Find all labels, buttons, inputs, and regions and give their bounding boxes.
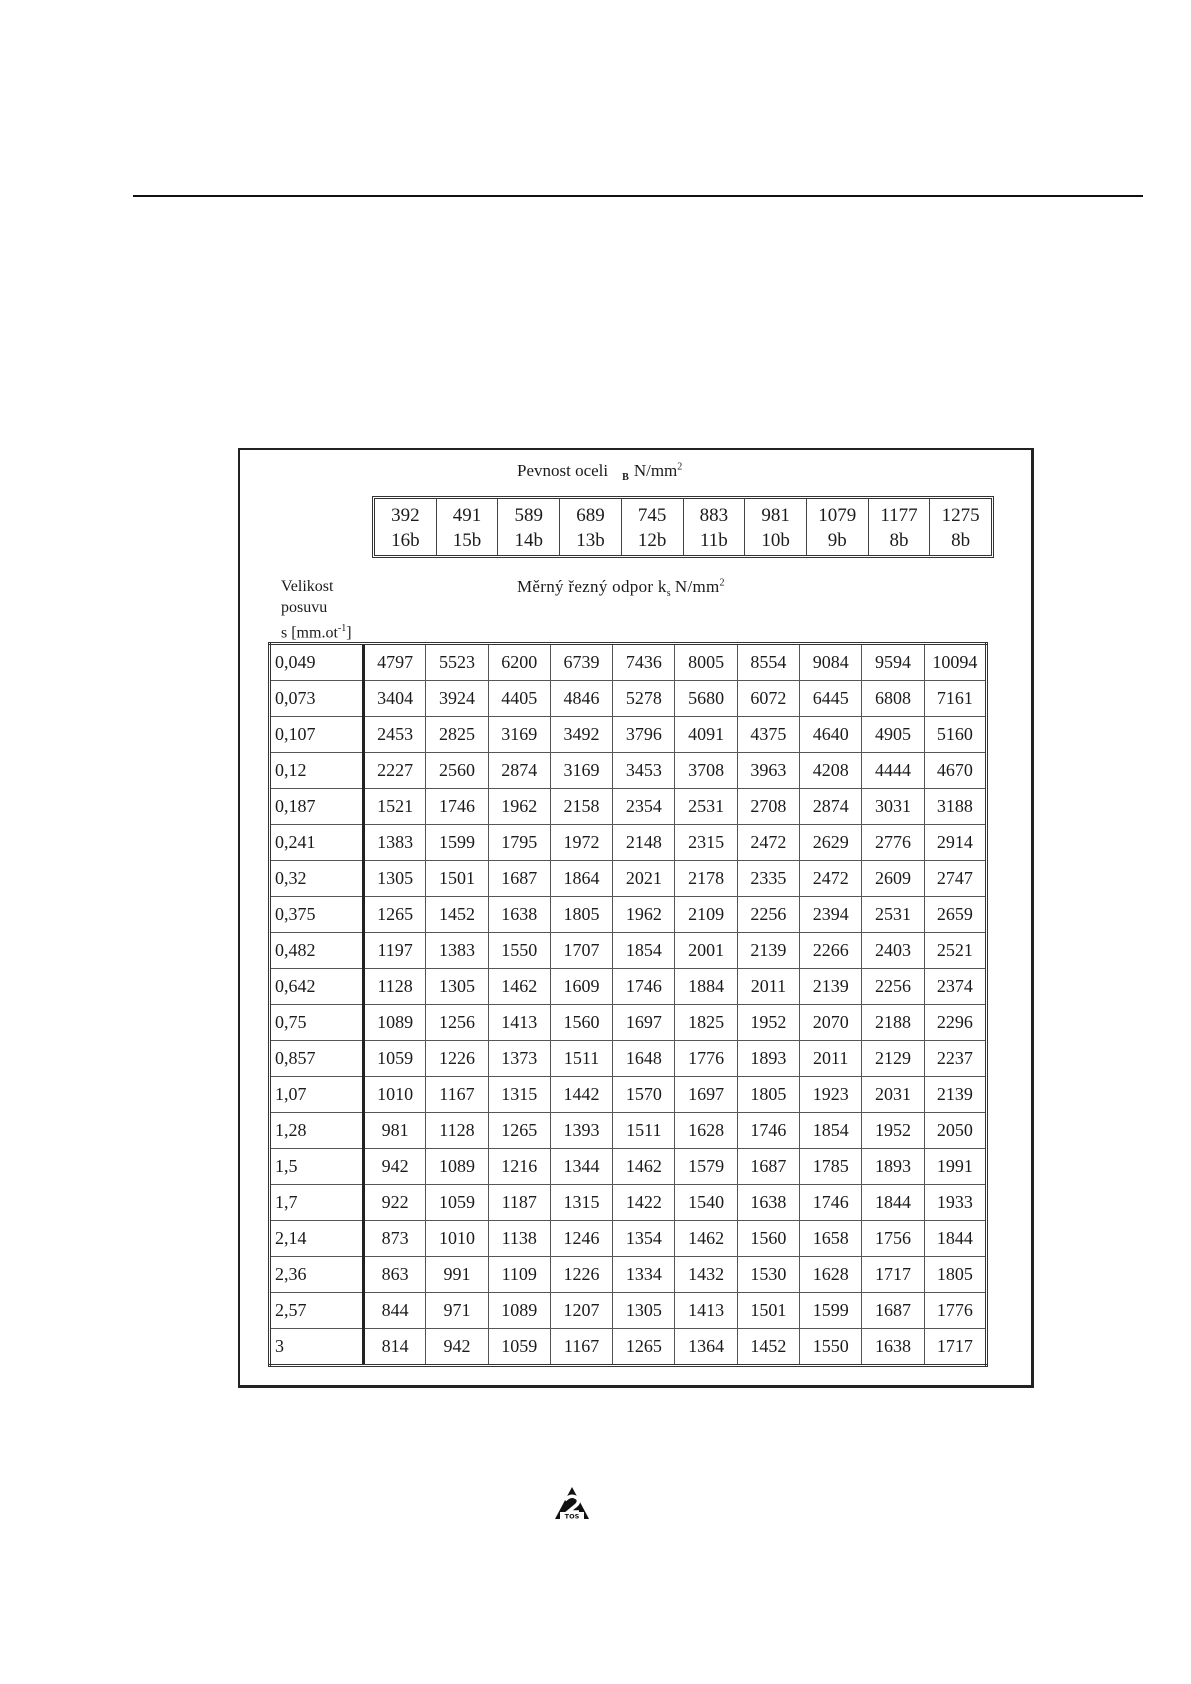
- resistance-value: 1452: [426, 897, 488, 933]
- resistance-value: 1167: [426, 1077, 488, 1113]
- table-row: [270, 717, 987, 753]
- resistance-value: 5523: [426, 644, 488, 681]
- feed-value: 3: [270, 1329, 364, 1366]
- resistance-value: 1825: [675, 1005, 737, 1041]
- table-row: [270, 1293, 987, 1329]
- feed-value: 1,5: [270, 1149, 364, 1185]
- resistance-value: 1540: [675, 1185, 737, 1221]
- resistance-value: 1560: [737, 1221, 799, 1257]
- resistance-value: 3188: [924, 789, 986, 825]
- feed-value: 0,32: [270, 861, 364, 897]
- resistance-value: 9594: [862, 644, 924, 681]
- resistance-value: 6739: [550, 644, 612, 681]
- resistance-value: 1462: [613, 1149, 675, 1185]
- cutting-resistance-table: [268, 642, 988, 1367]
- resistance-value: 1579: [675, 1149, 737, 1185]
- resistance-value: 1383: [426, 933, 488, 969]
- resistance-value: 1305: [364, 861, 426, 897]
- resistance-value: 981: [364, 1113, 426, 1149]
- resistance-value: 1530: [737, 1257, 799, 1293]
- strength-column: [929, 499, 991, 555]
- resistance-value: 1933: [924, 1185, 986, 1221]
- resistance-value: 2227: [364, 753, 426, 789]
- resistance-value: 2825: [426, 717, 488, 753]
- resistance-value: 1805: [737, 1077, 799, 1113]
- resistance-value: 8554: [737, 644, 799, 681]
- resistance-value: 1089: [364, 1005, 426, 1041]
- resistance-value: 1089: [488, 1293, 550, 1329]
- resistance-value: 3169: [550, 753, 612, 789]
- resistance-value: 1354: [613, 1221, 675, 1257]
- resistance-value: 1089: [426, 1149, 488, 1185]
- resistance-value: 1109: [488, 1257, 550, 1293]
- resistance-value: 2776: [862, 825, 924, 861]
- resistance-value: 5278: [613, 681, 675, 717]
- resistance-value: 942: [364, 1149, 426, 1185]
- resistance-value: 1265: [364, 897, 426, 933]
- resistance-value: 2256: [737, 897, 799, 933]
- table-row: [270, 1113, 987, 1149]
- resistance-value: 1746: [737, 1113, 799, 1149]
- resistance-value: 1844: [862, 1185, 924, 1221]
- resistance-value: 1560: [550, 1005, 612, 1041]
- resistance-value: 863: [364, 1257, 426, 1293]
- resistance-value: 1864: [550, 861, 612, 897]
- resistance-value: 2394: [800, 897, 862, 933]
- resistance-value: 2129: [862, 1041, 924, 1077]
- resistance-value: 1991: [924, 1149, 986, 1185]
- resistance-value: 7436: [613, 644, 675, 681]
- resistance-value: 1315: [488, 1077, 550, 1113]
- resistance-value: 10094: [924, 644, 986, 681]
- resistance-value: 4091: [675, 717, 737, 753]
- resistance-value: 1226: [426, 1041, 488, 1077]
- resistance-value: 3453: [613, 753, 675, 789]
- table-row: [270, 644, 987, 681]
- table-row: [270, 1185, 987, 1221]
- resistance-value: 1511: [613, 1113, 675, 1149]
- resistance-value: 922: [364, 1185, 426, 1221]
- strength-column: [559, 499, 621, 555]
- resistance-value: 2708: [737, 789, 799, 825]
- resistance-value: 1923: [800, 1077, 862, 1113]
- resistance-value: 1128: [364, 969, 426, 1005]
- resistance-value: 1648: [613, 1041, 675, 1077]
- resistance-value: 1687: [737, 1149, 799, 1185]
- resistance-value: 2315: [675, 825, 737, 861]
- resistance-value: 1207: [550, 1293, 612, 1329]
- resistance-value: 1511: [550, 1041, 612, 1077]
- feed-value: 0,642: [270, 969, 364, 1005]
- resistance-value: 1383: [364, 825, 426, 861]
- resistance-value: 4444: [862, 753, 924, 789]
- resistance-value: 2139: [737, 933, 799, 969]
- resistance-value: 1442: [550, 1077, 612, 1113]
- strength-column: [621, 499, 683, 555]
- resistance-value: 2747: [924, 861, 986, 897]
- resistance-value: 1265: [488, 1113, 550, 1149]
- resistance-value: 2531: [675, 789, 737, 825]
- strength-value: 589: [514, 505, 543, 526]
- feed-value: 1,28: [270, 1113, 364, 1149]
- resistance-value: 1805: [550, 897, 612, 933]
- resistance-value: 1746: [613, 969, 675, 1005]
- resistance-value: 3796: [613, 717, 675, 753]
- resistance-value: 1638: [737, 1185, 799, 1221]
- strength-column: [375, 499, 436, 555]
- resistance-value: 4905: [862, 717, 924, 753]
- table-row: [270, 1329, 987, 1366]
- resistance-value: 2659: [924, 897, 986, 933]
- svg-text:TOS: TOS: [564, 1512, 580, 1521]
- resistance-value: 3963: [737, 753, 799, 789]
- resistance-value: 2139: [924, 1077, 986, 1113]
- resistance-value: 1893: [862, 1149, 924, 1185]
- resistance-value: 1059: [488, 1329, 550, 1366]
- resistance-value: 2158: [550, 789, 612, 825]
- resistance-value: 2609: [862, 861, 924, 897]
- resistance-value: 2914: [924, 825, 986, 861]
- steel-strength-title: Pevnost oceli $_B$ $N/mm^2$: [517, 461, 683, 483]
- strength-column: [683, 499, 745, 555]
- resistance-value: 5160: [924, 717, 986, 753]
- resistance-value: 1785: [800, 1149, 862, 1185]
- resistance-value: 2021: [613, 861, 675, 897]
- resistance-value: 1805: [924, 1257, 986, 1293]
- resistance-value: 1844: [924, 1221, 986, 1257]
- resistance-value: 1413: [675, 1293, 737, 1329]
- resistance-value: 2453: [364, 717, 426, 753]
- resistance-value: 1717: [862, 1257, 924, 1293]
- resistance-value: 2011: [737, 969, 799, 1005]
- strength-column: [497, 499, 559, 555]
- strength-value: 883: [699, 505, 729, 526]
- resistance-value: 1658: [800, 1221, 862, 1257]
- strength-value: 1177: [880, 505, 918, 526]
- feed-value: 0,107: [270, 717, 364, 753]
- resistance-value: 7161: [924, 681, 986, 717]
- resistance-value: 1687: [488, 861, 550, 897]
- resistance-value: 1138: [488, 1221, 550, 1257]
- resistance-value: 1628: [800, 1257, 862, 1293]
- resistance-value: 3708: [675, 753, 737, 789]
- resistance-value: 2070: [800, 1005, 862, 1041]
- resistance-value: 1795: [488, 825, 550, 861]
- resistance-value: 1197: [364, 933, 426, 969]
- resistance-value: 1776: [675, 1041, 737, 1077]
- table-row: [270, 789, 987, 825]
- feed-size-label: Velikost posuvu s $[mm.ot^{-1}]$: [281, 578, 352, 642]
- resistance-value: 1010: [364, 1077, 426, 1113]
- resistance-value: 1521: [364, 789, 426, 825]
- grade-value: 8b: [889, 530, 909, 551]
- resistance-value: 3404: [364, 681, 426, 717]
- feed-value: 0,375: [270, 897, 364, 933]
- resistance-value: 1413: [488, 1005, 550, 1041]
- resistance-value: 2874: [488, 753, 550, 789]
- resistance-value: 2403: [862, 933, 924, 969]
- header-rule: [133, 195, 1143, 197]
- resistance-value: 1373: [488, 1041, 550, 1077]
- resistance-value: 1265: [613, 1329, 675, 1366]
- table-row: [270, 753, 987, 789]
- resistance-value: 1305: [613, 1293, 675, 1329]
- grade-value: 12b: [637, 530, 667, 551]
- resistance-value: 1746: [426, 789, 488, 825]
- strength-column: [868, 499, 930, 555]
- resistance-value: 2354: [613, 789, 675, 825]
- resistance-value: 2256: [862, 969, 924, 1005]
- resistance-value: 9084: [800, 644, 862, 681]
- resistance-value: 2296: [924, 1005, 986, 1041]
- resistance-value: 5680: [675, 681, 737, 717]
- strength-column: [436, 499, 498, 555]
- feed-value: 0,049: [270, 644, 364, 681]
- resistance-value: 971: [426, 1293, 488, 1329]
- resistance-value: 1501: [737, 1293, 799, 1329]
- resistance-value: 4670: [924, 753, 986, 789]
- resistance-value: 1599: [800, 1293, 862, 1329]
- resistance-value: 2011: [800, 1041, 862, 1077]
- resistance-value: 2560: [426, 753, 488, 789]
- resistance-value: 1452: [737, 1329, 799, 1366]
- resistance-value: 1344: [550, 1149, 612, 1185]
- table-row: [270, 933, 987, 969]
- feed-value: 0,241: [270, 825, 364, 861]
- resistance-value: 1697: [613, 1005, 675, 1041]
- resistance-value: 1628: [675, 1113, 737, 1149]
- resistance-value: 2178: [675, 861, 737, 897]
- resistance-value: 2472: [800, 861, 862, 897]
- resistance-value: 1746: [800, 1185, 862, 1221]
- feed-value: 2,36: [270, 1257, 364, 1293]
- feed-value: 0,12: [270, 753, 364, 789]
- resistance-value: 1226: [550, 1257, 612, 1293]
- resistance-value: 1167: [550, 1329, 612, 1366]
- resistance-value: 2531: [862, 897, 924, 933]
- resistance-value: 1010: [426, 1221, 488, 1257]
- resistance-value: 1638: [862, 1329, 924, 1366]
- resistance-value: 2237: [924, 1041, 986, 1077]
- resistance-value: 3169: [488, 717, 550, 753]
- resistance-value: 6445: [800, 681, 862, 717]
- resistance-value: 1059: [426, 1185, 488, 1221]
- resistance-value: 1638: [488, 897, 550, 933]
- grade-value: 9b: [827, 530, 847, 551]
- resistance-value: 2374: [924, 969, 986, 1005]
- strength-value: 745: [637, 505, 667, 526]
- feed-value: 1,07: [270, 1077, 364, 1113]
- table-row: [270, 1077, 987, 1113]
- resistance-value: 1854: [800, 1113, 862, 1149]
- resistance-value: 6200: [488, 644, 550, 681]
- resistance-value: 1952: [862, 1113, 924, 1149]
- resistance-value: 844: [364, 1293, 426, 1329]
- resistance-value: 4375: [737, 717, 799, 753]
- resistance-value: 1305: [426, 969, 488, 1005]
- grade-value: 13b: [576, 530, 605, 551]
- resistance-value: 2148: [613, 825, 675, 861]
- resistance-value: 1962: [488, 789, 550, 825]
- resistance-value: 4640: [800, 717, 862, 753]
- resistance-value: 2266: [800, 933, 862, 969]
- resistance-value: 873: [364, 1221, 426, 1257]
- resistance-value: 2629: [800, 825, 862, 861]
- table-row: [270, 1149, 987, 1185]
- resistance-value: 2188: [862, 1005, 924, 1041]
- strength-value: 491: [452, 505, 482, 526]
- resistance-value: 1687: [862, 1293, 924, 1329]
- specific-cutting-resistance-title: Měrný řezný odpor $k_s$ $N/mm^2$: [517, 577, 725, 599]
- resistance-value: 1697: [675, 1077, 737, 1113]
- strength-value: 689: [576, 505, 605, 526]
- resistance-value: 4208: [800, 753, 862, 789]
- table-row: [270, 681, 987, 717]
- resistance-value: 2050: [924, 1113, 986, 1149]
- resistance-value: 1216: [488, 1149, 550, 1185]
- resistance-value: 1550: [488, 933, 550, 969]
- resistance-value: 2335: [737, 861, 799, 897]
- resistance-value: 1756: [862, 1221, 924, 1257]
- feed-value: 0,857: [270, 1041, 364, 1077]
- grade-value: 8b: [951, 530, 971, 551]
- tos-logo-icon: [554, 1486, 590, 1522]
- resistance-value: 4846: [550, 681, 612, 717]
- resistance-value: 1256: [426, 1005, 488, 1041]
- table-row: [270, 1041, 987, 1077]
- resistance-value: 1246: [550, 1221, 612, 1257]
- feed-value: 2,57: [270, 1293, 364, 1329]
- resistance-value: 8005: [675, 644, 737, 681]
- resistance-value: 2001: [675, 933, 737, 969]
- resistance-value: 6072: [737, 681, 799, 717]
- resistance-value: 1707: [550, 933, 612, 969]
- resistance-value: 1334: [613, 1257, 675, 1293]
- resistance-value: 4797: [364, 644, 426, 681]
- strength-column: [744, 499, 806, 555]
- resistance-value: 3924: [426, 681, 488, 717]
- resistance-value: 1962: [613, 897, 675, 933]
- resistance-value: 1599: [426, 825, 488, 861]
- resistance-value: 4405: [488, 681, 550, 717]
- resistance-value: 2874: [800, 789, 862, 825]
- resistance-value: 1609: [550, 969, 612, 1005]
- resistance-value: 1570: [613, 1077, 675, 1113]
- resistance-value: 1393: [550, 1113, 612, 1149]
- resistance-value: 2109: [675, 897, 737, 933]
- feed-value: 0,75: [270, 1005, 364, 1041]
- resistance-value: 1187: [488, 1185, 550, 1221]
- resistance-value: 1501: [426, 861, 488, 897]
- resistance-value: 2031: [862, 1077, 924, 1113]
- resistance-value: 1422: [613, 1185, 675, 1221]
- resistance-value: 1432: [675, 1257, 737, 1293]
- grade-value: 14b: [514, 530, 543, 551]
- resistance-value: 6808: [862, 681, 924, 717]
- strength-value: 392: [391, 505, 420, 526]
- table-row: [270, 1221, 987, 1257]
- table-row: [270, 1257, 987, 1293]
- resistance-value: 1952: [737, 1005, 799, 1041]
- table-row: [270, 825, 987, 861]
- resistance-value: 814: [364, 1329, 426, 1366]
- grade-value: 15b: [452, 530, 482, 551]
- resistance-value: 1854: [613, 933, 675, 969]
- feed-value: 0,073: [270, 681, 364, 717]
- grade-value: 16b: [391, 530, 420, 551]
- table-row: [270, 1005, 987, 1041]
- resistance-value: 1893: [737, 1041, 799, 1077]
- resistance-value: 2472: [737, 825, 799, 861]
- strength-value: 1275: [941, 505, 980, 526]
- resistance-value: 1717: [924, 1329, 986, 1366]
- figure-frame: [238, 448, 1034, 1388]
- table-row: [270, 969, 987, 1005]
- resistance-value: 3492: [550, 717, 612, 753]
- feed-value: 2,14: [270, 1221, 364, 1257]
- resistance-value: 991: [426, 1257, 488, 1293]
- resistance-value: 1462: [488, 969, 550, 1005]
- resistance-value: 1550: [800, 1329, 862, 1366]
- strength-value: 1079: [818, 505, 857, 526]
- resistance-value: 1128: [426, 1113, 488, 1149]
- resistance-value: 1059: [364, 1041, 426, 1077]
- resistance-value: 1364: [675, 1329, 737, 1366]
- resistance-value: 1462: [675, 1221, 737, 1257]
- resistance-value: 3031: [862, 789, 924, 825]
- resistance-value: 2521: [924, 933, 986, 969]
- strength-column: [806, 499, 868, 555]
- table-row: [270, 897, 987, 933]
- resistance-value: 1972: [550, 825, 612, 861]
- grade-value: 11b: [699, 530, 728, 551]
- resistance-value: 1776: [924, 1293, 986, 1329]
- feed-value: 0,482: [270, 933, 364, 969]
- table-row: [270, 861, 987, 897]
- feed-value: 1,7: [270, 1185, 364, 1221]
- grade-value: 10b: [761, 530, 790, 551]
- resistance-value: 1884: [675, 969, 737, 1005]
- steel-strength-table: [372, 496, 994, 558]
- strength-value: 981: [761, 505, 790, 526]
- feed-value: 0,187: [270, 789, 364, 825]
- resistance-value: 942: [426, 1329, 488, 1366]
- resistance-value: 2139: [800, 969, 862, 1005]
- resistance-value: 1315: [550, 1185, 612, 1221]
